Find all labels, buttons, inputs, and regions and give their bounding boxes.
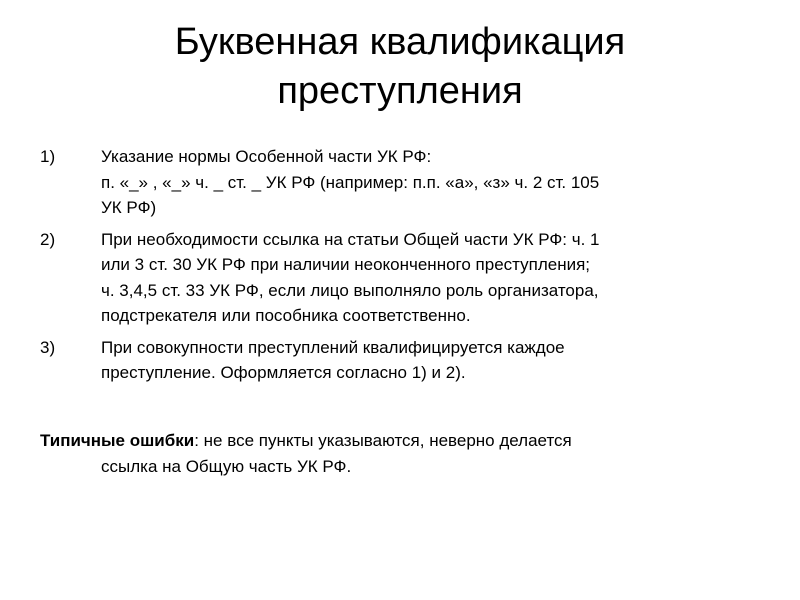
list-item-line: Указание нормы Особенной части УК РФ: xyxy=(101,147,432,166)
list-item-line: ч. 3,4,5 ст. 33 УК РФ, если лицо выполняло роль организатора, xyxy=(101,280,599,300)
list-item-number: 3) xyxy=(40,337,56,357)
note-text-1: : не все пункты указываются, неверно делается xyxy=(194,431,572,450)
list-item-text xyxy=(101,335,770,386)
slide-title-line-1: Буквенная квалификация xyxy=(174,21,626,63)
note-line-1 xyxy=(40,428,770,454)
list-item-line: или 3 ст. 30 УК РФ при наличии неоконченного преступления; xyxy=(101,255,591,274)
list-item-2 xyxy=(40,227,770,329)
list-item-line: УК РФ) xyxy=(101,198,157,217)
list-item-text xyxy=(101,227,770,329)
note-line-2: ссылка на Общую часть УК РФ. xyxy=(101,456,352,476)
list-item-line: п. «_» , «_» ч. _ ст. _ УК РФ (например: п.п. «а», «з» ч. 2 ст. 105 xyxy=(101,172,600,192)
list-item-number: 2) xyxy=(40,229,56,249)
numbered-list xyxy=(40,144,770,392)
list-item-line: При совокупности преступлений квалифицируется каждое xyxy=(101,337,565,357)
list-item-number: 1) xyxy=(40,147,56,166)
note-label: Типичные ошибки xyxy=(40,431,195,450)
list-item-text xyxy=(101,144,770,221)
list-item-line: При необходимости ссылка на статьи Общей части УК РФ: ч. 1 xyxy=(101,229,600,249)
list-item-line: преступление. Оформляется согласно 1) и 2). xyxy=(101,363,466,382)
typical-errors-note xyxy=(40,428,770,479)
slide-title xyxy=(0,18,800,116)
list-item-line: подстрекателя или пособника соответственно. xyxy=(101,306,471,325)
slide-title-line-2: преступления xyxy=(277,70,523,112)
list-item-3 xyxy=(40,335,770,386)
list-item-1 xyxy=(40,144,770,221)
